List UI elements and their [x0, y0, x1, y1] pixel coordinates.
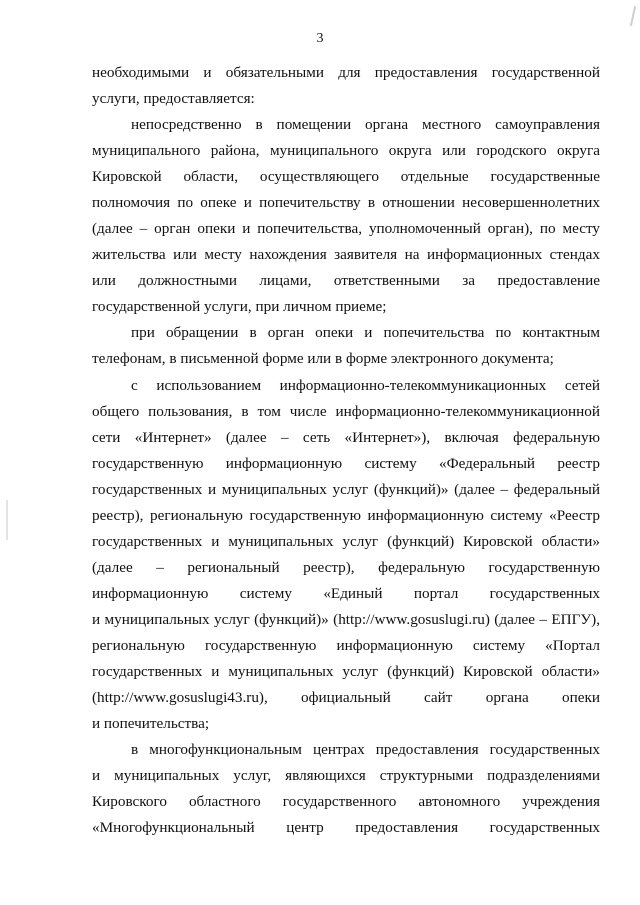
text-line: Кировского областного государственного автономного учреждения: [92, 793, 600, 810]
text-line: необходимыми и обязательными для предоставления государственной: [92, 64, 600, 81]
text-line: общего пользования, в том числе информационно-телекоммуникационной: [92, 403, 600, 420]
text-line: «Многофункциональный центр предоставления государственных: [92, 819, 600, 836]
text-line: государственных и муниципальных услуг (функций)» (далее – федеральный: [92, 481, 600, 498]
text-line: (http://www.gosuslugi43.ru), официальный сайт органа опеки: [92, 689, 600, 706]
text-line: с использованием информационно-телекоммуникационных сетей: [131, 377, 600, 394]
text-line: муниципального района, муниципального округа или городского округа: [92, 142, 600, 159]
text-line: информационную систему «Единый портал государственных: [92, 585, 600, 602]
page-number: 3: [316, 31, 324, 46]
text-line: (далее – региональный реестр), федеральную государственную: [92, 559, 600, 576]
text-line: или должностными лицами, ответственными за предоставление: [92, 272, 600, 289]
scan-artifact: [630, 6, 636, 26]
text-line: (далее – орган опеки и попечительства, уполномоченный орган), по месту: [92, 220, 600, 237]
text-line: услуги, предоставляется:: [92, 90, 255, 107]
text-line: государственных и муниципальных услуг (функций) Кировской области»: [92, 663, 600, 680]
text-line: региональную государственную информационную систему «Портал: [92, 637, 600, 654]
text-line: Кировской области, осуществляющего отдельные государственные: [92, 168, 600, 185]
text-line: в многофункциональным центрах предоставления государственных: [131, 741, 600, 758]
text-line: телефонам, в письменной форме или в форме электронного документа;: [92, 350, 554, 367]
text-line: и попечительства;: [92, 715, 210, 732]
text-line: государственной услуги, при личном приеме;: [92, 298, 387, 315]
text-line: сети «Интернет» (далее – сеть «Интернет»), включая федеральную: [92, 429, 600, 446]
text-line: и муниципальных услуг, являющихся структурными подразделениями: [92, 767, 600, 784]
text-line: государственную информационную систему «Федеральный реестр: [92, 455, 600, 472]
text-line: жительства или месту нахождения заявителя на информационных стендах: [92, 246, 600, 263]
text-line: реестр), региональную государственную информационную систему «Реестр: [92, 507, 600, 524]
text-line: полномочия по опеке и попечительству в отношении несовершеннолетних: [92, 194, 600, 211]
text-line: государственных и муниципальных услуг (функций) Кировской области»: [92, 533, 600, 550]
text-line: и муниципальных услуг (функций)» (http://www.gosuslugi.ru) (далее – ЕПГУ),: [92, 611, 600, 628]
text-line: непосредственно в помещении органа местного самоуправления: [131, 116, 600, 133]
scan-artifact: [6, 500, 8, 540]
text-line: при обращении в орган опеки и попечительства по контактным: [131, 324, 600, 341]
